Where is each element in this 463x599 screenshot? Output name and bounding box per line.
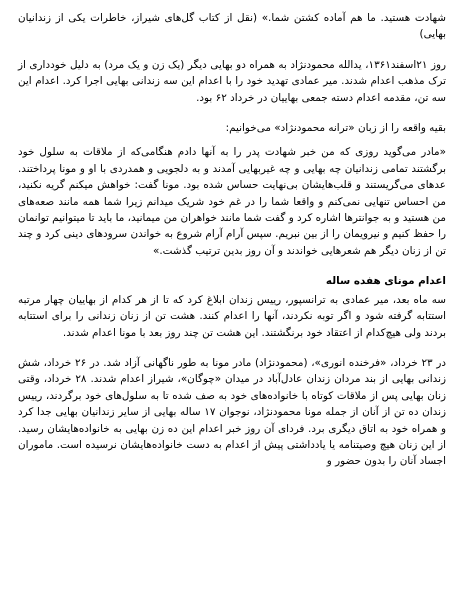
paragraph-execution-date: روز ۲۱اسفند۱۳۶۱، یدالله محمودنژاد به همراه دو بهایی دیگر (یک زن و یک مرد) به دلیل خودداری از ترک مذهب اعدام شدند. میر عمادی تهدید خود را با اعدام این سه زندانی بهایی اجرا کرد. اعدام این سه تن، مقدمه اعدام دسته جمعی بهاییان در خرداد ۶۲ بود.: [18, 58, 447, 104]
paragraph-book-citation: شهادت هستید. ما هم آماده کشتن شما.» (نقل از کتاب گل‌های شیراز، خاطرات یکی از زندانیان بهایی): [18, 12, 446, 41]
paragraph-khordad-events: در ۲۳ خرداد، «فرخنده انوری»، (محمودنژاد) مادر مونا به طور ناگهانی آزاد شد. در ۲۶ خرداد، شش زندانی بهایی از بند مردان زندان عادل‌آباد در میدان «چوگان»، شیراز اعدام شدند. ۲۸ خرداد، وقتی زنان بهایی پس از ملاقات کوتاه با خانواده‌های خود به صف شده تا به سلول‌های خود برگردند، رییس زندان ده تن از آنان از جمله مونا محمودنژاد، نوجوان ۱۷ ساله بهایی از سایر زندانیان بهایی جدا کرد و همراه خود به اتاق دیگری برد. فردای آن روز خبر اعدام این ده زن بهایی به خانواده‌هایشان رسید. از این زنان هیچ وصیتنامه یا یادداشتی پیش از اعدام به دست خانواده‌هایشان نرسیده است. ماموران اجساد آنان را بدون حضور و: [18, 356, 446, 468]
paragraph-intro-quote: بقیه واقعه را از زبان «ترانه محمودنژاد» می‌خوانیم:: [225, 122, 446, 135]
paragraph-three-months-later: سه ماه بعد، میر عمادی به ترانسپور، رییس زندان ابلاغ کرد که تا از هر کدام از بهاییان چهار مرتبه استتابه گرفته شود و اگر توبه نکردند، آنها را اعدام کنند. هشت تن از زنان زندانی را برای استتابه بردند ولی هیچ‌کدام از اعتقاد خود برنگشتند. این هشت تن چند روز بعد با مونا اعدام شدند.: [18, 293, 446, 339]
section-heading: اعدام مونای هفده ساله: [325, 275, 446, 288]
document-page: [18, 10, 446, 484]
paragraph-mother-quote: «مادر می‌گوید روزی که من خبر شهادت پدر را به آنها دادم هنگامی‌که از ملاقات به سلول خود برگشتند تمامی زندانیان چه بهایی و چه غیربهایی آمدند و به دلجویی و همدردی با او و مونا پرداختند. عدهای می‌گریستند و قلب‌هایشان بی‌نهایت حساس شده بود. مونا گفت: خواهش میکنم گریه نکنید، من احساس تنهایی نمی‌کنم و واقعا شما را در غم خود شریک میدانم زیرا شما همه مانند صعه‌های من هستید و به جوانترها اشاره کرد و گفت شما مانند خواهران من میمانید، ما باید تا میتوانیم توانمان را حفظ کنیم و نیرویمان را از بین نبریم. سپس آرام آرام شروع به خواندن سرودهای دینی کرد و چند تن از زنان دیگر هم شعرهایی خواندند و آن روز بدین ترتیب گذشت.»: [18, 146, 446, 257]
